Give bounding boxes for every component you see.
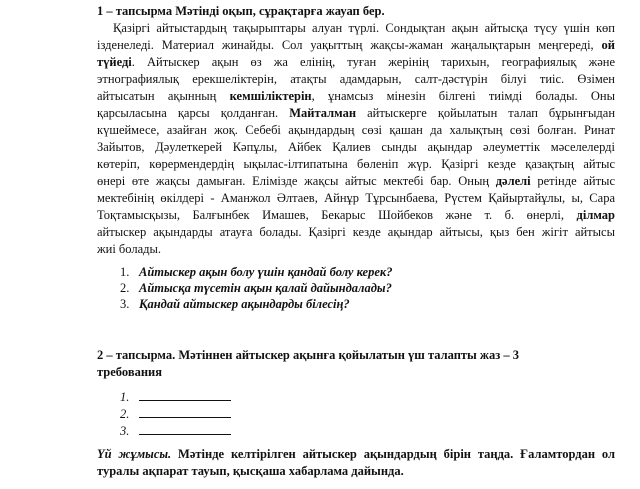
question-3	[120, 297, 350, 312]
homework-line1	[97, 447, 615, 462]
text-segment: мектебінің өкілдері - Аманжол Әлтаев, Айнұр Тұрсынбаева, Рүстем Қайыртайұлы, ы, Сара	[97, 191, 615, 205]
text-line	[97, 156, 615, 173]
text-line	[97, 173, 615, 190]
text-segment: күшеймесе, азайған жоқ. Себебі ақындардың сөзі қашан да халықтың сөзі болған. Ринат	[97, 123, 615, 137]
text-segment: көтеріп, көрермендердің ықылас-ілтипатына бөленіп жүр. Қазіргі кезде қазақтың айтыс	[97, 157, 615, 171]
text-segment: . Айтыскер ақын өз жа елінің, туған жерінің тарихын, географиялық және	[131, 55, 615, 69]
task2-title-line2: требования	[97, 365, 162, 379]
bold-term: дәлелі	[495, 174, 531, 188]
bold-term: ой	[601, 38, 615, 52]
answer-3-blank[interactable]	[139, 424, 231, 435]
question-2	[120, 281, 392, 296]
text-segment: өнері өте жақсы дамыған. Елімізде жақсы айтыс мектебі бар. Оның	[97, 174, 496, 188]
answer-line-3	[120, 424, 231, 439]
bold-term: түйеді	[97, 55, 132, 69]
task1-title: 1 – тапсырма Мәтінді оқып, сұрақтарға жауап бер.	[97, 4, 385, 18]
text-line	[97, 241, 615, 258]
text-segment: Қазіргі айтыстардың тақырыптары алуан түрлі. Сондықтан ақын айтысқа түсу үшін көп	[113, 21, 615, 35]
homework-text-1: Мәтінде келтірілген айтыскер ақындардың бірін таңда. Ғаламтордан ол	[171, 447, 615, 461]
text-segment: айтыскер ақындарды атауға болады. Қазіргі кезде ақындар айтысы, қыз бен жігіт айтысы	[97, 225, 615, 239]
question-1-number: 1.	[120, 265, 130, 279]
question-2-text: Айтысқа түсетін ақын қалай дайындалады?	[139, 281, 392, 295]
text-segment: Зайытов, Дәулеткерей Кәпұлы, Айбек Қалиев сынды ақындар әлеуметтік мәселелерді	[97, 140, 615, 154]
text-line	[113, 20, 615, 37]
answer-line-2	[120, 407, 231, 422]
text-line	[97, 71, 615, 88]
question-1	[120, 265, 392, 280]
bold-term: ділмар	[576, 208, 615, 222]
task2-title-line1: 2 – тапсырма. Мәтіннен айтыскер ақынға қойылатын үш талапты жаз – 3	[97, 348, 520, 362]
answer-2-blank[interactable]	[139, 407, 231, 418]
question-3-number: 3.	[120, 297, 130, 311]
text-line	[97, 105, 615, 122]
text-segment: айтыскерге қойылатын талап бұрынғыдан	[356, 106, 616, 120]
text-segment: айтысатын ақынның	[97, 89, 230, 103]
question-1-text: Айтыскер ақын болу үшін қандай болу керек?	[139, 265, 393, 279]
text-segment: ретінде айтыс	[530, 174, 615, 188]
homework-line2: туралы ақпарат тауып, қысқаша хабарлама дайында.	[97, 464, 404, 478]
text-segment: этнографиялық ерекшеліктерін, атақты адамдарын, салт-дәстүрін білуі тиіс. Өзімен	[97, 72, 615, 86]
text-line	[97, 88, 615, 105]
text-line	[97, 139, 615, 156]
answer-1-number: 1.	[120, 390, 130, 404]
question-2-number: 2.	[120, 281, 130, 295]
bold-term: кемшіліктерін	[229, 89, 312, 103]
text-line	[97, 224, 615, 241]
text-line	[97, 190, 615, 207]
text-segment: ізденеледі. Материал жинайды. Сол уақыттың жақсы-жаман жаңалықтарын меңгереді,	[97, 38, 602, 52]
text-line	[97, 54, 615, 71]
text-line	[97, 37, 615, 54]
text-segment: жиі болады.	[97, 242, 162, 256]
answer-line-1	[120, 390, 231, 405]
text-segment: Тоқтамысқызы, Балғынбек Имашев, Бекарыс Шойбеков және т. б. өнерлі,	[97, 208, 577, 222]
text-segment: қарсыласына қарсы қолданған.	[97, 106, 290, 120]
answer-3-number: 3.	[120, 424, 130, 438]
text-segment: , ұнамсыз мінезін білгені тиімді болады. Оны	[311, 89, 616, 103]
bold-term: Майталман	[289, 106, 357, 120]
text-line	[97, 207, 615, 224]
homework-label: Үй жұмысы.	[97, 447, 172, 461]
text-line	[97, 122, 615, 139]
answer-1-blank[interactable]	[139, 390, 231, 401]
question-3-text: Қандай айтыскер ақындарды білесің?	[139, 297, 350, 311]
answer-2-number: 2.	[120, 407, 130, 421]
